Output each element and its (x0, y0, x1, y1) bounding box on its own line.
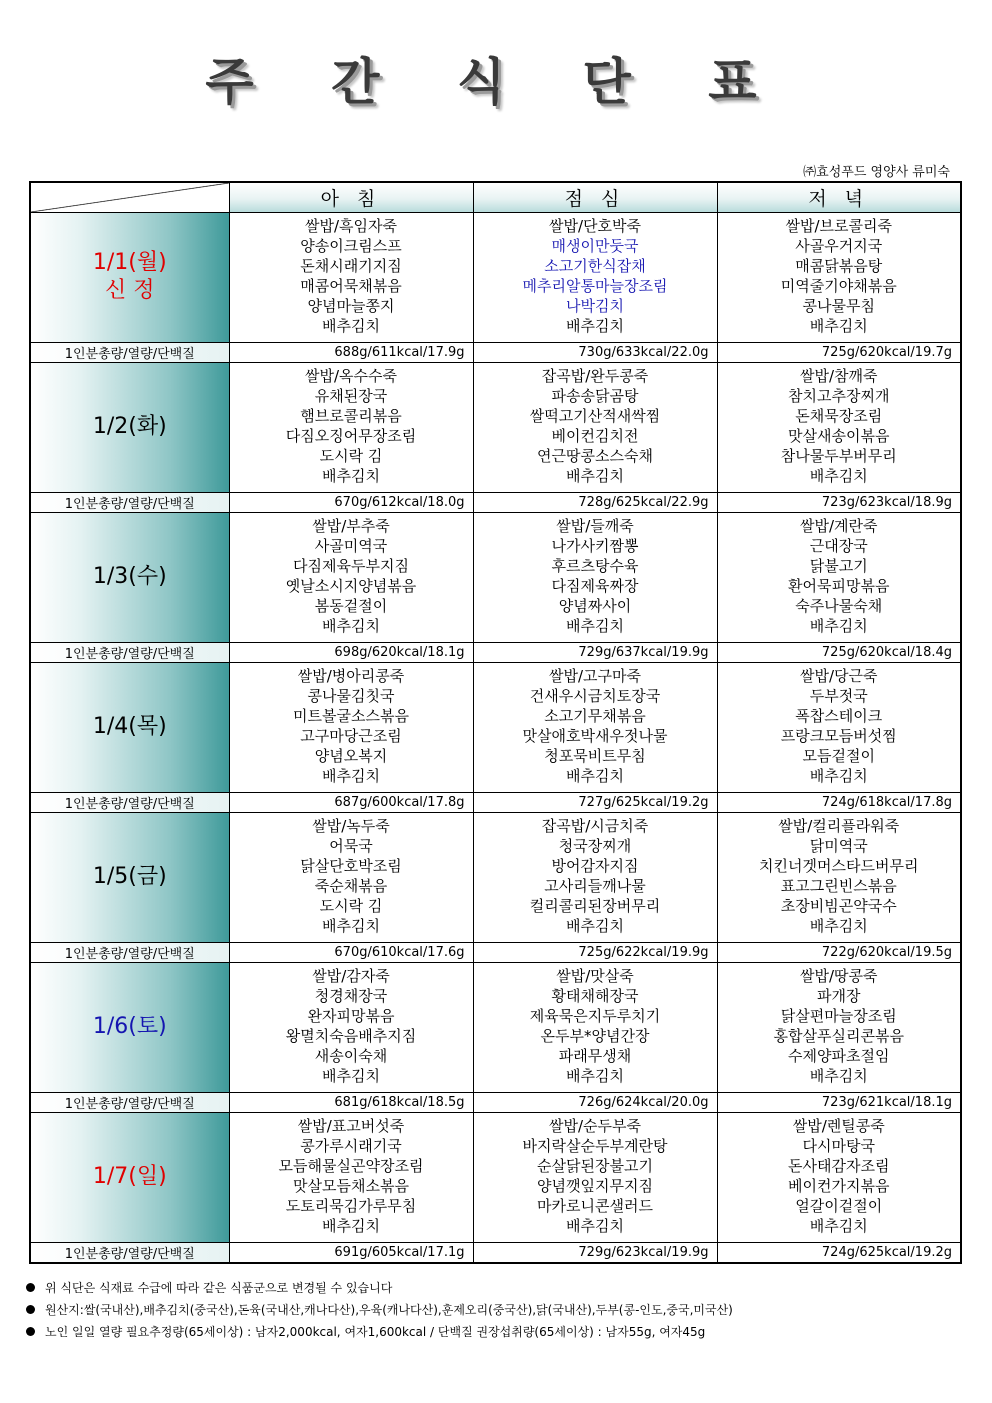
menu-item: 다짐제육짜장 (551, 576, 639, 595)
menu-item: 잡곡밥/시금치죽 (541, 816, 649, 835)
header-breakfast: 아 침 (229, 182, 473, 212)
menu-item: 베이컨김치전 (551, 426, 639, 445)
menu-item: 청포묵비트무침 (544, 746, 646, 765)
menu-item: 콩가루시래기국 (300, 1136, 402, 1155)
menu-item: 고구마당근조림 (300, 726, 402, 745)
menu-item: 얼갈이겉절이 (795, 1196, 883, 1215)
menu-item: 쌀밥/감자죽 (312, 966, 390, 985)
menu-item: 메추리알통마늘장조림 (522, 276, 668, 295)
nutrition-label: 1인분총량/열량/단백질 (30, 1242, 229, 1263)
day-row (30, 662, 961, 792)
menu-item: 닭살편마늘장조림 (780, 1006, 897, 1025)
breakfast-cell (229, 512, 473, 642)
lunch-cell (473, 512, 717, 642)
nutrition-value: 725g/620kcal/19.7g (717, 342, 961, 362)
day-cell (30, 962, 229, 1092)
nutrition-row (30, 342, 961, 362)
menu-item: 유채된장국 (314, 386, 388, 405)
menu-item: 쌀밥/단호박죽 (549, 216, 641, 235)
menu-item: 사골우거지국 (795, 236, 883, 255)
day-cell (30, 362, 229, 492)
menu-item: 콩나물무침 (802, 296, 875, 315)
nutrition-value: 725g/622kcal/19.9g (473, 942, 717, 962)
menu-item: 양념짜사이 (558, 596, 632, 615)
nutrition-row (30, 792, 961, 812)
menu-item: 도시락 김 (319, 446, 383, 465)
dinner-cell (717, 512, 961, 642)
menu-item: 배추김치 (566, 1066, 624, 1085)
lunch-cell (473, 812, 717, 942)
menu-item: 배추김치 (566, 1216, 624, 1235)
menu-item: 쌀밥/녹두죽 (312, 816, 390, 835)
menu-item: 숙주나물숙채 (795, 596, 883, 615)
menu-item: 참나물두부버무리 (780, 446, 897, 465)
menu-item: 후르츠탕수육 (551, 556, 639, 575)
menu-item: 양념마늘쫑지 (307, 296, 395, 315)
nutrition-value: 724g/625kcal/19.2g (717, 1242, 961, 1263)
menu-item: 배추김치 (566, 916, 624, 935)
menu-item: 표고그린빈스볶음 (780, 876, 897, 895)
menu-item: 파송송닭곰탕 (551, 386, 639, 405)
nutrition-value: 729g/623kcal/19.9g (473, 1242, 717, 1263)
menu-item: 배추김치 (809, 1066, 868, 1085)
menu-item: 매콤닭볶음탕 (795, 256, 883, 275)
lunch-cell (473, 962, 717, 1092)
menu-item: 쌀밥/들깨죽 (556, 516, 634, 535)
nutrition-value: 723g/621kcal/18.1g (717, 1092, 961, 1112)
day-row (30, 362, 961, 492)
day-date: 1/5(금) (92, 864, 167, 889)
menu-item: 왕멸치숙음배추지짐 (285, 1026, 417, 1045)
menu-item: 배추김치 (809, 1216, 868, 1235)
page-title: 주 간 식 단 표 (205, 53, 787, 111)
menu-item: 옛날소시지양념볶음 (285, 576, 417, 595)
day-cell (30, 662, 229, 792)
menu-item: 홍합살푸실리콘볶음 (773, 1026, 904, 1045)
day-cell (30, 812, 229, 942)
lunch-cell (473, 362, 717, 492)
menu-item: 매콤어묵채볶음 (300, 276, 402, 295)
menu-item: 모듬해물실곤약장조림 (278, 1156, 424, 1175)
menu-item: 미트볼굴소스볶음 (293, 706, 409, 725)
nutrition-label: 1인분총량/열량/단백질 (30, 642, 229, 662)
day-row (30, 812, 961, 942)
menu-item: 온두부*양념간장 (540, 1026, 650, 1045)
nutrition-value: 727g/625kcal/19.2g (473, 792, 717, 812)
menu-item: 도토리묵김가루무침 (285, 1196, 417, 1215)
nutrition-row (30, 1242, 961, 1263)
nutrition-value: 688g/611kcal/17.9g (229, 342, 473, 362)
day-cell (30, 212, 229, 342)
nutrition-value: 681g/618kcal/18.5g (229, 1092, 473, 1112)
nutrition-value: 725g/620kcal/18.4g (717, 642, 961, 662)
day-row (30, 512, 961, 642)
nutrition-value: 670g/610kcal/17.6g (229, 942, 473, 962)
lunch-cell (473, 212, 717, 342)
menu-item: 배추김치 (322, 1216, 380, 1235)
menu-item: 배추김치 (322, 1066, 380, 1085)
menu-body (30, 212, 961, 1263)
menu-item: 닭살단호박조림 (300, 856, 402, 875)
author-label: ㈜효성푸드 영양사 류미숙 (803, 165, 950, 180)
menu-item: 쌀밥/맛살죽 (556, 966, 634, 985)
footnote-text: 노인 일일 열량 필요추정량(65세이상) : 남자2,000kcal, 여자1,600kcal / 단백질 권장섭취량(65세이상) : 남자55g, 여자45g (45, 1325, 706, 1339)
breakfast-cell (229, 812, 473, 942)
menu-item: 쌀밥/표고버섯죽 (297, 1116, 405, 1135)
menu-item: 환어묵피망볶음 (788, 576, 890, 595)
nutrition-value: 726g/624kcal/20.0g (473, 1092, 717, 1112)
dinner-cell (717, 1112, 961, 1242)
footnote (26, 1321, 733, 1343)
menu-item: 미역줄기야채볶음 (780, 276, 897, 295)
dinner-cell (717, 812, 961, 942)
menu-item: 봄동겉절이 (314, 596, 388, 615)
breakfast-cell (229, 662, 473, 792)
menu-item: 쌀밥/당근죽 (799, 666, 878, 685)
day-row (30, 1112, 961, 1242)
day-cell (30, 1112, 229, 1242)
menu-item: 쌀밥/계란죽 (799, 516, 878, 535)
header-lunch: 점 심 (473, 182, 717, 212)
menu-item: 돈채시래기지짐 (300, 256, 402, 275)
nutrition-value: 687g/600kcal/17.8g (229, 792, 473, 812)
menu-item: 쌀밥/옥수수죽 (305, 366, 397, 385)
nutrition-value: 730g/633kcal/22.0g (473, 342, 717, 362)
menu-item: 새송이숙채 (314, 1046, 388, 1065)
nutrition-row (30, 942, 961, 962)
menu-item: 다짐오징어무장조림 (285, 426, 417, 445)
menu-item: 컬리콜리된장버무리 (529, 896, 661, 915)
menu-item: 다짐제육두부지짐 (293, 556, 409, 575)
nutrition-value: 722g/620kcal/19.5g (717, 942, 961, 962)
menu-item: 배추김치 (322, 316, 380, 335)
menu-item: 순살닭된장불고기 (537, 1156, 653, 1175)
breakfast-cell (229, 212, 473, 342)
menu-item: 바지락살순두부계란탕 (522, 1136, 668, 1155)
menu-item: 맛살새송이볶음 (788, 426, 890, 445)
lunch-cell (473, 662, 717, 792)
menu-item: 쌀떡고기산적새싹찜 (529, 406, 661, 425)
menu-item: 도시락 김 (319, 896, 383, 915)
menu-item: 돈채묵장조림 (795, 406, 883, 425)
nutrition-value: 698g/620kcal/18.1g (229, 642, 473, 662)
menu-item: 콩나물김칫국 (307, 686, 395, 705)
menu-item: 초장비빔곤약국수 (780, 896, 897, 915)
menu-item: 닭불고기 (809, 556, 868, 575)
menu-item: 매생이만둣국 (551, 236, 639, 255)
menu-item: 프랑크모듬버섯찜 (780, 726, 897, 745)
day-cell (30, 512, 229, 642)
menu-item: 황태채해장국 (551, 986, 639, 1005)
menu-item: 쌀밥/고구마죽 (549, 666, 641, 685)
menu-item: 배추김치 (809, 316, 868, 335)
menu-item: 다시마탕국 (802, 1136, 875, 1155)
menu-item: 참치고추장찌개 (788, 386, 890, 405)
header-corner-cell (30, 182, 229, 212)
menu-item: 배추김치 (566, 466, 624, 485)
nutrition-label: 1인분총량/열량/단백질 (30, 342, 229, 362)
bullet-icon (26, 1305, 35, 1314)
menu-item: 배추김치 (566, 316, 624, 335)
menu-item: 배추김치 (566, 766, 624, 785)
breakfast-cell (229, 1112, 473, 1242)
footnote (26, 1277, 733, 1299)
menu-item: 연근땅콩소스숙채 (537, 446, 653, 465)
menu-item: 배추김치 (809, 766, 868, 785)
day-date: 1/2(화) (92, 414, 167, 439)
breakfast-cell (229, 362, 473, 492)
weekly-menu-table (29, 181, 962, 1264)
menu-item: 치킨너겟머스타드버무리 (759, 856, 919, 875)
menu-item: 마카로니콘샐러드 (537, 1196, 653, 1215)
menu-item: 모듬겉절이 (802, 746, 875, 765)
menu-item: 나가사키짬뽕 (551, 536, 639, 555)
menu-item: 건새우시금치토장국 (529, 686, 661, 705)
menu-item: 방어감자지짐 (551, 856, 639, 875)
menu-item: 파개장 (817, 986, 861, 1005)
nutrition-row (30, 642, 961, 662)
menu-item: 잡곡밥/완두콩죽 (541, 366, 649, 385)
menu-item: 완자피망볶음 (307, 1006, 395, 1025)
dinner-cell (717, 212, 961, 342)
menu-item: 맛살모듬채소볶음 (293, 1176, 409, 1195)
menu-item: 쌀밥/땅콩죽 (799, 966, 878, 985)
nutrition-value: 670g/612kcal/18.0g (229, 492, 473, 512)
menu-item: 죽순채볶음 (314, 876, 388, 895)
bullet-icon (26, 1283, 35, 1292)
menu-item: 양념오복지 (314, 746, 388, 765)
menu-item: 수제양파초절임 (788, 1046, 890, 1065)
dinner-cell (717, 962, 961, 1092)
header-row (30, 182, 961, 212)
nutrition-value: 728g/625kcal/22.9g (473, 492, 717, 512)
menu-item: 배추김치 (322, 466, 380, 485)
dinner-cell (717, 662, 961, 792)
menu-item: 배추김치 (322, 766, 380, 785)
menu-item: 쌀밥/브로콜리죽 (785, 216, 892, 235)
nutrition-value: 729g/637kcal/19.9g (473, 642, 717, 662)
day-holiday: 신 정 (105, 278, 155, 303)
menu-item: 소고기무채볶음 (544, 706, 646, 725)
bullet-icon (26, 1327, 35, 1336)
menu-item: 두부젓국 (809, 686, 868, 705)
nutrition-label: 1인분총량/열량/단백질 (30, 792, 229, 812)
menu-item: 닭미역국 (809, 836, 868, 855)
menu-item: 쌀밥/참깨죽 (799, 366, 878, 385)
nutrition-label: 1인분총량/열량/단백질 (30, 1092, 229, 1112)
menu-item: 고사리들깨나물 (544, 876, 646, 895)
nutrition-label: 1인분총량/열량/단백질 (30, 942, 229, 962)
footnote-text: 위 식단은 식재료 수급에 따라 같은 식품군으로 변경될 수 있습니다 (45, 1281, 393, 1295)
nutrition-value: 723g/623kcal/18.9g (717, 492, 961, 512)
nutrition-label: 1인분총량/열량/단백질 (30, 492, 229, 512)
menu-item: 배추김치 (809, 466, 868, 485)
menu-item: 사골미역국 (314, 536, 388, 555)
menu-item: 쌀밥/흑임자죽 (305, 216, 397, 235)
menu-item: 양념깻잎지무지짐 (537, 1176, 653, 1195)
day-date: 1/4(목) (92, 714, 167, 739)
footnotes (26, 1277, 733, 1343)
menu-item: 청국장찌개 (558, 836, 632, 855)
menu-item: 폭찹스테이크 (795, 706, 883, 725)
menu-item: 배추김치 (809, 916, 868, 935)
menu-item: 배추김치 (809, 616, 868, 635)
menu-item: 배추김치 (322, 916, 380, 935)
footnote (26, 1299, 733, 1321)
menu-item: 배추김치 (322, 616, 380, 635)
menu-item: 나박김치 (566, 296, 624, 315)
menu-item: 배추김치 (566, 616, 624, 635)
nutrition-value: 724g/618kcal/17.8g (717, 792, 961, 812)
menu-item: 쌀밥/렌틸콩죽 (792, 1116, 885, 1135)
menu-item: 베이컨가지볶음 (788, 1176, 890, 1195)
menu-item: 쌀밥/부추죽 (312, 516, 390, 535)
lunch-cell (473, 1112, 717, 1242)
menu-item: 파래무생채 (558, 1046, 632, 1065)
menu-item: 돈사태감자조림 (788, 1156, 890, 1175)
footnote-text: 원산지:쌀(국내산),배추김치(중국산),돈육(국내산,캐나다산),우육(캐나다산),훈제오리(중국산),닭(국내산),두부(콩-인도,중국,미국산) (45, 1303, 733, 1317)
menu-item: 쌀밥/컬리플라워죽 (778, 816, 900, 835)
menu-item: 제육묵은지두루치기 (529, 1006, 661, 1025)
menu-item: 햄브로콜리볶음 (300, 406, 402, 425)
day-row (30, 962, 961, 1092)
day-date: 1/6(토) (92, 1014, 167, 1039)
day-row (30, 212, 961, 342)
nutrition-value: 691g/605kcal/17.1g (229, 1242, 473, 1263)
menu-item: 양송이크림스프 (300, 236, 402, 255)
day-date: 1/7(일) (92, 1164, 167, 1189)
dinner-cell (717, 362, 961, 492)
menu-item: 어묵국 (329, 836, 373, 855)
menu-item: 쌀밥/병아리콩죽 (297, 666, 405, 685)
day-date: 1/1(월) (92, 250, 167, 275)
day-date: 1/3(수) (92, 564, 167, 589)
menu-item: 소고기한식잡채 (544, 256, 646, 275)
nutrition-row (30, 1092, 961, 1112)
menu-item: 근대장국 (809, 536, 868, 555)
header-dinner: 저 녁 (717, 182, 961, 212)
nutrition-row (30, 492, 961, 512)
menu-item: 쌀밥/순두부죽 (549, 1116, 641, 1135)
breakfast-cell (229, 962, 473, 1092)
menu-item: 청경채장국 (314, 986, 388, 1005)
menu-item: 맛살애호박새우젓나물 (522, 726, 668, 745)
